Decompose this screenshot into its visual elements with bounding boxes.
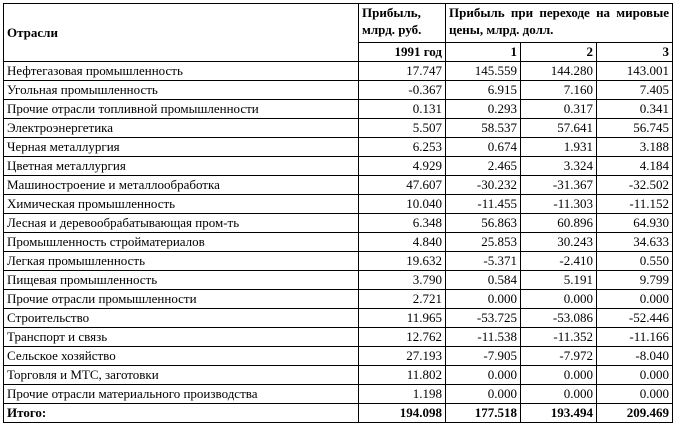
- world-variant-3: -32.502: [597, 176, 673, 195]
- world-variant-3: 0.550: [597, 252, 673, 271]
- world-variant-2: 144.280: [521, 62, 597, 81]
- world-variant-3: 4.184: [597, 157, 673, 176]
- world-variant-3: 3.188: [597, 138, 673, 157]
- header-world-prices: Прибыль при переходе на мировые цены, млрд. долл.: [446, 4, 673, 43]
- world-variant-3: -11.152: [597, 195, 673, 214]
- world-variant-1: -5.371: [446, 252, 521, 271]
- world-variant-2: -7.972: [521, 347, 597, 366]
- world-variant-1: 58.537: [446, 119, 521, 138]
- world-variant-3: 0.000: [597, 385, 673, 404]
- world-variant-1: -11.538: [446, 328, 521, 347]
- world-variant-2: 5.191: [521, 271, 597, 290]
- table-row: [4, 347, 673, 366]
- world-variant-2: 7.160: [521, 81, 597, 100]
- table-row: [4, 100, 673, 119]
- header-variant-3: 3: [597, 43, 673, 62]
- total-variant-3: 209.469: [597, 404, 673, 423]
- profit-1991: 4.929: [359, 157, 446, 176]
- table-row: [4, 214, 673, 233]
- profit-1991: 4.840: [359, 233, 446, 252]
- sector-name: Торговля и МТС, заготовки: [4, 366, 359, 385]
- profit-1991: 27.193: [359, 347, 446, 366]
- sector-name: Машиностроение и металлообработка: [4, 176, 359, 195]
- world-variant-1: 0.674: [446, 138, 521, 157]
- world-variant-3: 9.799: [597, 271, 673, 290]
- world-variant-2: 30.243: [521, 233, 597, 252]
- table-row: [4, 176, 673, 195]
- world-variant-2: 60.896: [521, 214, 597, 233]
- world-variant-1: 2.465: [446, 157, 521, 176]
- world-variant-1: 6.915: [446, 81, 521, 100]
- table-row: [4, 271, 673, 290]
- profit-1991: 12.762: [359, 328, 446, 347]
- profit-1991: 2.721: [359, 290, 446, 309]
- header-profit: Прибыль, млрд. руб.: [359, 4, 446, 43]
- total-profit: 194.098: [359, 404, 446, 423]
- world-variant-2: 0.000: [521, 385, 597, 404]
- world-variant-1: 25.853: [446, 233, 521, 252]
- sector-name: Черная металлургия: [4, 138, 359, 157]
- world-variant-3: 7.405: [597, 81, 673, 100]
- sector-name: Цветная металлургия: [4, 157, 359, 176]
- table-row: [4, 328, 673, 347]
- world-variant-3: 143.001: [597, 62, 673, 81]
- world-variant-1: -53.725: [446, 309, 521, 328]
- profit-1991: 11.802: [359, 366, 446, 385]
- profit-1991: 47.607: [359, 176, 446, 195]
- header-sectors: Отрасли: [4, 4, 359, 62]
- world-variant-2: 1.931: [521, 138, 597, 157]
- world-variant-1: 56.863: [446, 214, 521, 233]
- world-variant-1: 0.584: [446, 271, 521, 290]
- header-profit-year: 1991 год: [359, 43, 446, 62]
- table-body: [4, 62, 673, 404]
- table-row: [4, 62, 673, 81]
- header-variant-1: 1: [446, 43, 521, 62]
- world-variant-3: 0.341: [597, 100, 673, 119]
- table-row: [4, 385, 673, 404]
- profit-1991: 6.348: [359, 214, 446, 233]
- table-row: [4, 119, 673, 138]
- world-variant-3: -52.446: [597, 309, 673, 328]
- world-variant-3: 0.000: [597, 290, 673, 309]
- world-variant-1: -30.232: [446, 176, 521, 195]
- sector-name: Лесная и деревообрабатывающая пром-ть: [4, 214, 359, 233]
- world-variant-1: -7.905: [446, 347, 521, 366]
- table-row: [4, 366, 673, 385]
- table-row: [4, 309, 673, 328]
- world-variant-2: 0.000: [521, 290, 597, 309]
- sector-name: Промышленность стройматериалов: [4, 233, 359, 252]
- sector-name: Прочие отрасли топливной промышленности: [4, 100, 359, 119]
- profit-1991: 1.198: [359, 385, 446, 404]
- profit-1991: -0.367: [359, 81, 446, 100]
- profit-1991: 17.747: [359, 62, 446, 81]
- sector-name: Прочие отрасли промышленности: [4, 290, 359, 309]
- sector-name: Сельское хозяйство: [4, 347, 359, 366]
- sector-name: Химическая промышленность: [4, 195, 359, 214]
- table-row: [4, 138, 673, 157]
- world-variant-1: 0.000: [446, 385, 521, 404]
- world-variant-3: 64.930: [597, 214, 673, 233]
- world-variant-2: 57.641: [521, 119, 597, 138]
- world-variant-3: 34.633: [597, 233, 673, 252]
- total-label: Итого:: [4, 404, 359, 423]
- table-row: [4, 81, 673, 100]
- profit-1991: 0.131: [359, 100, 446, 119]
- table-row: [4, 290, 673, 309]
- table-row: [4, 252, 673, 271]
- profit-1991: 11.965: [359, 309, 446, 328]
- world-variant-3: -11.166: [597, 328, 673, 347]
- world-variant-2: -11.303: [521, 195, 597, 214]
- world-variant-1: 0.293: [446, 100, 521, 119]
- profit-1991: 6.253: [359, 138, 446, 157]
- world-variant-2: 3.324: [521, 157, 597, 176]
- profit-1991: 19.632: [359, 252, 446, 271]
- world-variant-2: -11.352: [521, 328, 597, 347]
- profit-table: [3, 3, 673, 423]
- world-variant-2: -2.410: [521, 252, 597, 271]
- total-variant-2: 193.494: [521, 404, 597, 423]
- world-variant-1: 0.000: [446, 290, 521, 309]
- sector-name: Строительство: [4, 309, 359, 328]
- profit-1991: 3.790: [359, 271, 446, 290]
- world-variant-2: 0.317: [521, 100, 597, 119]
- total-row: [4, 404, 673, 423]
- sector-name: Легкая промышленность: [4, 252, 359, 271]
- world-variant-1: -11.455: [446, 195, 521, 214]
- world-variant-2: -53.086: [521, 309, 597, 328]
- table-row: [4, 233, 673, 252]
- world-variant-2: 0.000: [521, 366, 597, 385]
- world-variant-1: 0.000: [446, 366, 521, 385]
- table-row: [4, 157, 673, 176]
- sector-name: Пищевая промышленность: [4, 271, 359, 290]
- world-variant-2: -31.367: [521, 176, 597, 195]
- sector-name: Прочие отрасли материального производства: [4, 385, 359, 404]
- sector-name: Транспорт и связь: [4, 328, 359, 347]
- world-variant-3: -8.040: [597, 347, 673, 366]
- world-variant-3: 56.745: [597, 119, 673, 138]
- total-variant-1: 177.518: [446, 404, 521, 423]
- profit-1991: 10.040: [359, 195, 446, 214]
- sector-name: Нефтегазовая промышленность: [4, 62, 359, 81]
- sector-name: Электроэнергетика: [4, 119, 359, 138]
- world-variant-1: 145.559: [446, 62, 521, 81]
- table-row: [4, 195, 673, 214]
- profit-1991: 5.507: [359, 119, 446, 138]
- world-variant-3: 0.000: [597, 366, 673, 385]
- header-variant-2: 2: [521, 43, 597, 62]
- sector-name: Угольная промышленность: [4, 81, 359, 100]
